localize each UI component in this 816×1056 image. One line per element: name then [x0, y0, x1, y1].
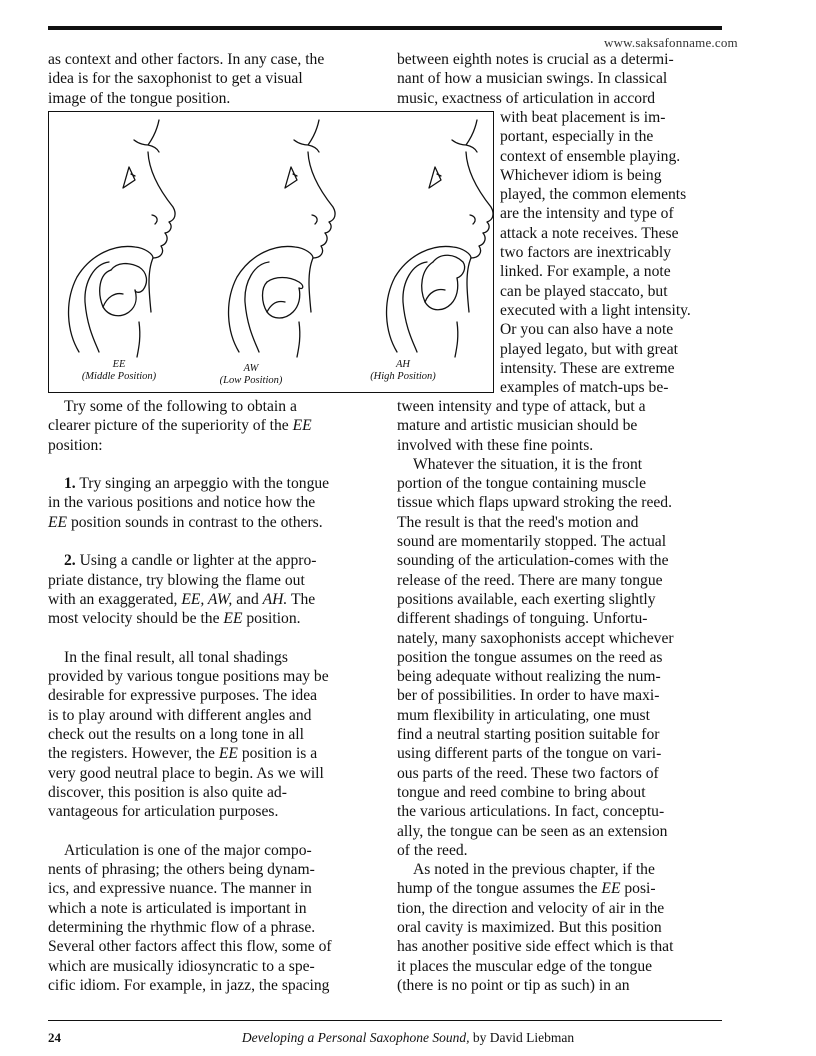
text-span: Try singing an arpeggio with the tongue	[75, 475, 330, 493]
tongue-diagrams	[49, 112, 495, 394]
text-line: sounding of the articulation-comes with the	[397, 552, 669, 570]
text-line: nant of how a musician swings. In classical	[397, 70, 668, 88]
text-line: sound are momentarily stopped. The actual	[397, 533, 667, 551]
text-line: vantageous for articulation purposes.	[48, 803, 279, 821]
text-line: different shadings of tonguing. Unfortu-	[397, 610, 648, 628]
text-line: linked. For example, a note	[500, 263, 671, 281]
text-line: the various articulations. In fact, conceptu-	[397, 803, 665, 821]
text-line: nately, many saxophonists accept whichever	[397, 629, 674, 647]
list-item-1	[48, 474, 378, 493]
text-line: mum flexibility in articulating, one must	[397, 706, 650, 724]
text-line: examples of match-ups be-	[500, 379, 669, 397]
text-line: intensity. These are extreme	[500, 359, 675, 377]
text-line: of the reed.	[397, 841, 468, 859]
text-line: is to play around with different angles and	[48, 706, 312, 724]
text-line: Articulation is one of the major compo-	[64, 841, 312, 859]
em-span: EE	[218, 745, 238, 763]
text-line: which are musically idiosyncratic to a spe-	[48, 957, 315, 975]
caption-aw	[201, 363, 301, 387]
text-line: being adequate without realizing the num-	[397, 668, 661, 686]
text-span: posi-	[620, 880, 656, 898]
list-item-2	[48, 551, 378, 570]
page-number: 24	[48, 1030, 61, 1045]
caption-label: AW	[243, 363, 259, 374]
caption-sub: (High Position)	[370, 371, 436, 382]
text-line: portant, especially in the	[500, 128, 654, 146]
text-span: the registers. However, the	[48, 745, 219, 763]
text-line: music, exactness of articulation in accord	[397, 89, 656, 107]
caption-ah	[353, 359, 453, 383]
text-span: hump of the tongue assumes the	[397, 880, 602, 898]
text-span: Try some of the following to obtain a	[64, 398, 297, 415]
text-line: (there is no point or tip as such) in an	[397, 976, 630, 994]
text-line: mature and artistic musician should be	[397, 417, 638, 435]
item-number: 2.	[64, 552, 76, 570]
bottom-rule	[48, 1020, 722, 1021]
text-line: The result is that the reed's motion and	[397, 513, 639, 531]
text-line: Or you can also have a note	[500, 321, 674, 339]
caption-sub: (Low Position)	[219, 375, 283, 386]
running-footer	[0, 1030, 816, 1046]
text-line: portion of the tongue containing muscle	[397, 475, 647, 493]
caption-sub: (Middle Position)	[81, 371, 157, 382]
text-line: tissue which flaps upward stroking the reed.	[397, 494, 672, 512]
text-line: position the tongue assumes on the reed as	[397, 648, 663, 666]
caption-label: AH	[396, 359, 410, 370]
em-span: EE	[601, 880, 621, 898]
em-span: EE	[292, 417, 312, 435]
text-line: in the various positions and notice how the	[48, 494, 316, 512]
text-line: with beat placement is im-	[500, 109, 666, 126]
text-line	[48, 397, 378, 416]
text-line: attack a note receives. These	[500, 224, 679, 242]
text-span: position is a	[237, 745, 318, 763]
text-line: image of the tongue position.	[48, 89, 231, 107]
text-line: played, the common elements	[500, 186, 687, 204]
text-line: two factors are inextricably	[500, 244, 672, 262]
text-line: ous parts of the reed. These two factors of	[397, 764, 659, 782]
text-line: it places the muscular edge of the tongue	[397, 957, 653, 975]
text-line: In the final result, all tonal shadings	[64, 648, 288, 666]
text-line: has another positive side effect which is that	[397, 938, 674, 956]
text-line: provided by various tongue positions may be	[48, 668, 329, 686]
text-span: Using a candle or lighter at the appro-	[75, 552, 317, 570]
text-span: position:	[48, 436, 103, 454]
text-line: release of the reed. There are many tongue	[397, 571, 663, 589]
text-span: most velocity should be the	[48, 610, 224, 628]
text-line: Several other factors affect this flow, some of	[48, 938, 332, 956]
text-line: ics, and expressive nuance. The manner in	[48, 880, 312, 898]
text-line: As noted in the previous chapter, if the	[413, 861, 655, 879]
text-line: are the intensity and type of	[500, 205, 674, 223]
head-profile-aw	[229, 120, 336, 357]
text-line: using different parts of the tongue on vari-	[397, 745, 662, 763]
text-line: positions available, each exerting slightly	[397, 590, 656, 608]
text-span: position.	[242, 610, 301, 628]
head-profile-ee	[69, 120, 176, 357]
text-span: with an exaggerated,	[48, 590, 182, 608]
text-line: ber of possibilities. In order to have maxi-	[397, 687, 660, 705]
right-top	[397, 50, 727, 108]
left-body	[48, 397, 378, 995]
text-line: cific idiom. For example, in jazz, the spacing	[48, 976, 330, 994]
tongue-position-figure	[48, 111, 494, 393]
item-number: 1.	[64, 475, 76, 493]
text-line: tween intensity and type of attack, but a	[397, 398, 646, 415]
text-line: tion, the direction and velocity of air in the	[397, 899, 665, 917]
em-span: AH.	[262, 590, 288, 608]
caption-label: EE	[112, 359, 126, 370]
right-wrap	[500, 108, 730, 397]
text-span: position sounds in contrast to the others.	[67, 513, 323, 531]
text-line: involved with these fine points.	[397, 436, 594, 454]
text-line: which a note is articulated is important in	[48, 899, 307, 917]
text-line	[48, 609, 378, 628]
em-span: EE, AW,	[181, 590, 233, 608]
text-line: find a neutral starting position suitable for	[397, 726, 660, 744]
text-span: The	[287, 590, 316, 608]
text-line: Whichever idiom is being	[500, 166, 662, 184]
text-line	[397, 879, 727, 898]
text-span: and	[232, 590, 263, 608]
text-line	[48, 590, 378, 609]
text-line	[48, 513, 378, 532]
text-line	[48, 744, 378, 763]
text-line: Whatever the situation, it is the front	[413, 455, 643, 473]
watermark: www.saksafonname.com	[604, 35, 738, 50]
text-line: played legato, but with great	[500, 340, 678, 358]
text-line: tongue and reed combine to bring about	[397, 783, 646, 801]
left-intro	[48, 50, 378, 108]
text-line: desirable for expressive purposes. The idea	[48, 687, 318, 705]
book-author: by David Liebman	[469, 1030, 575, 1045]
text-line: oral cavity is maximized. But this position	[397, 919, 662, 937]
text-span: clearer picture of the superiority of the	[48, 417, 293, 435]
text-line: determining the rhythmic flow of a phrase.	[48, 919, 316, 937]
text-line: nents of phrasing; the others being dynam-	[48, 861, 315, 879]
text-line: can be played staccato, but	[500, 282, 668, 300]
text-line: between eighth notes is crucial as a determi-	[397, 51, 674, 68]
text-line	[48, 416, 378, 435]
head-profile-ah	[387, 120, 494, 357]
right-body	[397, 397, 727, 995]
em-span: EE	[223, 610, 243, 628]
text-line	[48, 436, 378, 455]
text-line: as context and other factors. In any case, the	[48, 51, 325, 68]
book-title: Developing a Personal Saxophone Sound,	[241, 1030, 470, 1045]
text-line: check out the results on a long tone in all	[48, 726, 304, 744]
em-span: EE	[48, 513, 68, 531]
text-line: very good neutral place to begin. As we will	[48, 764, 324, 782]
text-line: discover, this position is also quite ad-	[48, 783, 287, 801]
text-line: ally, the tongue can be seen as an extension	[397, 822, 668, 840]
text-line: executed with a light intensity.	[500, 301, 691, 319]
top-rule	[48, 26, 722, 30]
text-line: idea is for the saxophonist to get a visual	[48, 70, 303, 88]
text-line: priate distance, try blowing the flame out	[48, 571, 305, 589]
text-line: context of ensemble playing.	[500, 147, 681, 165]
caption-ee	[69, 359, 169, 383]
